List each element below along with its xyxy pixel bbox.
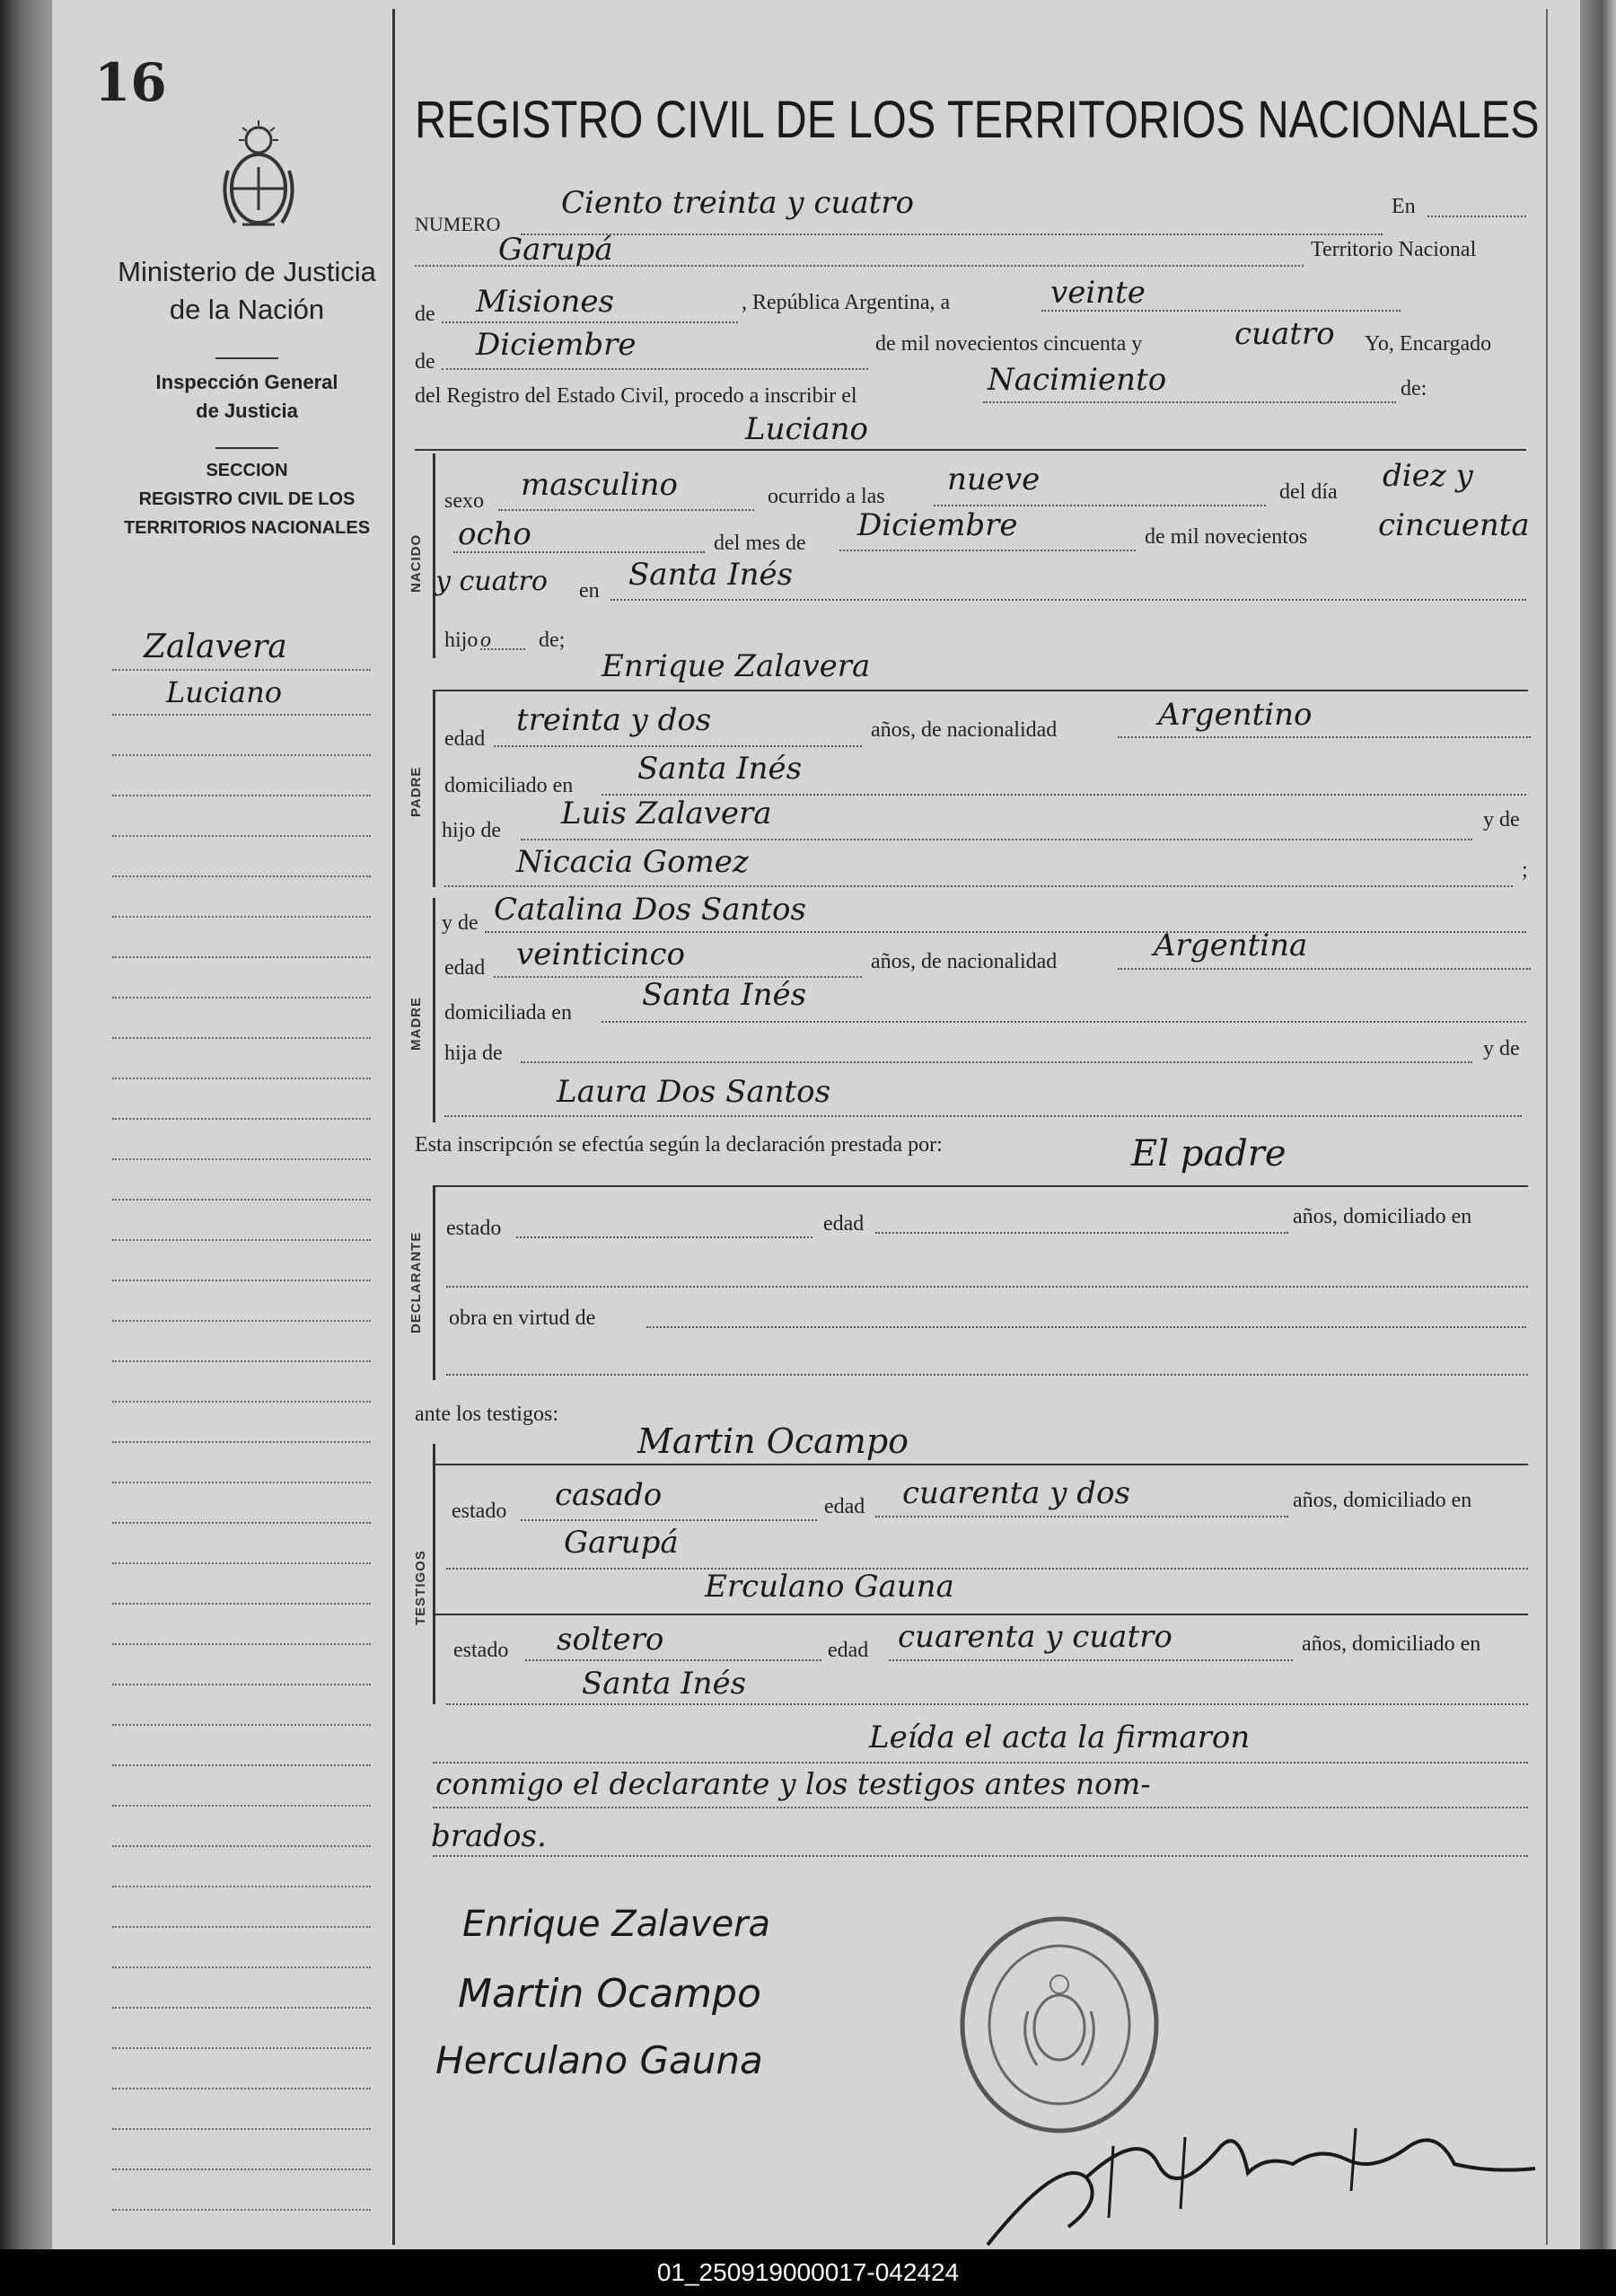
- padre-hijo-de-label: hijo de: [442, 819, 501, 842]
- testigos-label: ante los testigos:: [415, 1403, 558, 1426]
- madre-nac-line: [1118, 968, 1531, 970]
- mil-label: de mil novecientos: [1145, 525, 1308, 549]
- t2-estado-line: [525, 1659, 821, 1661]
- nacido-bracket: [433, 453, 435, 658]
- section-line-1: REGISTRO CIVIL DE LOS: [138, 489, 356, 509]
- mes-value: Diciembre: [857, 507, 1018, 543]
- dia-label: del día: [1279, 480, 1338, 504]
- padre-madre-line: [444, 885, 1513, 887]
- t1-estado-line: [521, 1519, 817, 1521]
- t1-anios-label: años, domiciliado en: [1293, 1489, 1472, 1512]
- hijo-label: hijo: [444, 629, 479, 652]
- year-label: de mil novecientos cincuenta y: [875, 332, 1143, 356]
- inspection-line-2: de Justicia: [196, 400, 298, 422]
- madre-madre-value: Laura Dos Santos: [557, 1074, 831, 1110]
- en-label: En: [1392, 195, 1416, 218]
- madre-domicilio-value: Santa Inés: [642, 977, 807, 1013]
- testigos-bracket: [433, 1444, 435, 1704]
- ministry-name: [99, 253, 395, 329]
- margin-given-name: Luciano: [166, 675, 282, 709]
- child-name: Luciano: [745, 411, 869, 447]
- place-value: Garupá: [498, 232, 613, 268]
- mother-name: Catalina Dos Santos: [494, 892, 806, 928]
- testigos-section-label: TESTIGOS: [413, 1550, 428, 1625]
- padre-padre-value: Luis Zalavera: [561, 796, 772, 831]
- t2-anios-label: años, domiciliado en: [1302, 1632, 1481, 1656]
- ministry-line-2: de la Nación: [169, 294, 325, 325]
- father-name: Enrique Zalavera: [602, 648, 871, 684]
- year-value: cuatro: [1234, 316, 1335, 352]
- coat-of-arms-icon: [215, 117, 302, 235]
- testigo-1-rule: [433, 1464, 1528, 1465]
- padre-edad-value: treinta y dos: [516, 702, 712, 738]
- madre-domicilio-line: [602, 1021, 1526, 1023]
- padre-edad-line: [494, 745, 862, 747]
- padre-nacionalidad-value: Argentino: [1158, 697, 1313, 733]
- registro-label: del Registro del Estado Civil, procedo a inscribir el: [415, 384, 857, 408]
- province-line: [442, 321, 738, 323]
- acto-value: Nacimiento: [988, 362, 1167, 398]
- declarante-section-label: DECLARANTE: [408, 1231, 424, 1333]
- numero-line: [521, 233, 1383, 235]
- inspection-line-1: Inspección General: [155, 371, 338, 393]
- closing-rule-3: [433, 1855, 1528, 1857]
- numero-label: NUMERO: [415, 213, 501, 235]
- right-border: [1546, 9, 1548, 2245]
- declarante-bracket: [433, 1187, 435, 1380]
- lugar-value: Santa Inés: [628, 557, 794, 593]
- padre-padre-line: [521, 839, 1472, 840]
- t2-edad-line: [889, 1659, 1293, 1661]
- closing-line-2: conmigo el declarante y los testigos antes nom-: [435, 1766, 1151, 1801]
- official-signature: [952, 2092, 1544, 2254]
- madre-edad-value: veinticinco: [516, 937, 685, 972]
- madre-y-de-label: y de: [442, 911, 479, 935]
- t2-estado-label: estado: [453, 1639, 509, 1662]
- t1-estado-label: estado: [452, 1500, 507, 1523]
- padre-nac-line: [1118, 736, 1531, 738]
- image-id-footer: 01_250919000017-042424: [0, 2249, 1616, 2296]
- padre-domicilio-value: Santa Inés: [637, 751, 803, 787]
- dia-value-2: ocho: [458, 516, 531, 552]
- declaracion-value: El padre: [1131, 1133, 1287, 1174]
- madre-bracket: [433, 898, 435, 1122]
- declarante-edad-line: [875, 1232, 1288, 1234]
- hijo-de-label: de;: [539, 629, 566, 652]
- declarante-obra-line: [646, 1326, 1526, 1328]
- book-binding: [0, 0, 52, 2249]
- madre-name-line: [485, 931, 1526, 933]
- ministry-line-1: Ministerio de Justicia: [118, 256, 376, 287]
- madre-section-label: MADRE: [408, 997, 424, 1051]
- padre-edad-label: edad: [444, 727, 486, 751]
- register-page: [52, 0, 1580, 2249]
- margin-divider: [392, 9, 395, 2245]
- territorio-label: Territorio Nacional: [1311, 238, 1477, 261]
- sexo-line: [498, 509, 754, 511]
- madre-nacionalidad-value: Argentina: [1154, 928, 1308, 963]
- encargado-label: Yo, Encargado: [1365, 332, 1492, 356]
- month-value: Diciembre: [476, 327, 637, 363]
- mes-label: del mes de: [714, 532, 806, 555]
- t1-domicilio-value: Garupá: [564, 1525, 679, 1561]
- declaracion-rule: [433, 1185, 1528, 1187]
- signature-father: Enrique Zalavera: [462, 1904, 771, 1945]
- t2-estado-value: soltero: [557, 1622, 664, 1658]
- madre-domicilio-label: domiciliada en: [444, 1001, 572, 1025]
- declarante-estado-line: [516, 1236, 812, 1238]
- t1-edad-label: edad: [824, 1495, 865, 1518]
- de-colon-label: de:: [1401, 377, 1427, 400]
- padre-section-label: PADRE: [408, 766, 424, 817]
- testigo-2-rule: [433, 1614, 1528, 1615]
- sexo-value: masculino: [521, 467, 679, 503]
- margin-surname: Zalavera: [144, 629, 287, 665]
- padre-domicilio-label: domiciliado en: [444, 774, 574, 797]
- padre-y-de-label: y de: [1483, 808, 1520, 831]
- madre-madre-line: [444, 1115, 1522, 1117]
- inspection-name: [99, 368, 395, 426]
- anio-value-2: y cuatro: [435, 566, 548, 597]
- padre-madre-value: Nicacia Gomez: [516, 844, 749, 880]
- t1-edad-line: [875, 1516, 1288, 1517]
- numero-value: Ciento treinta y cuatro: [561, 185, 915, 221]
- t2-edad-value: cuarenta y cuatro: [898, 1619, 1172, 1655]
- declarante-anios-label: años, domiciliado en: [1293, 1205, 1472, 1228]
- closing-line-1: Leída el acta la firmaron: [869, 1720, 1251, 1755]
- hora-value: nueve: [947, 462, 1041, 497]
- month-line: [442, 368, 868, 370]
- de-label: de: [415, 303, 435, 326]
- en-lugar-label: en: [579, 579, 600, 603]
- closing-line-3: brados.: [431, 1818, 547, 1854]
- declarante-obra-label: obra en virtud de: [449, 1306, 596, 1330]
- declarante-estado-label: estado: [446, 1217, 502, 1240]
- ocurrido-label: ocurrido a las: [768, 485, 885, 508]
- t2-domicilio-value: Santa Inés: [582, 1666, 747, 1702]
- en-line: [1427, 216, 1526, 217]
- lugar-line: [610, 599, 1526, 601]
- t1-estado-value: casado: [555, 1477, 663, 1513]
- sexo-label: sexo: [444, 489, 484, 513]
- sidebar-rule-1: [215, 357, 278, 359]
- t2-edad-label: edad: [828, 1639, 869, 1662]
- padre-bracket: [433, 691, 435, 887]
- closing-rule-2: [433, 1807, 1528, 1808]
- child-name-rule: [415, 449, 1526, 451]
- signature-witness-1: Martin Ocampo: [458, 1971, 761, 2017]
- section-name: [99, 456, 395, 542]
- dia-value: diez y: [1383, 458, 1473, 494]
- madre-y-de-label-2: y de: [1483, 1037, 1520, 1060]
- father-rule: [433, 690, 1528, 691]
- madre-edad-label: edad: [444, 956, 486, 980]
- province-value: Misiones: [476, 284, 614, 320]
- t2-dom-line: [446, 1703, 1528, 1705]
- signature-witness-2: Herculano Gauna: [435, 2038, 763, 2082]
- declaracion-label: Esta inscripcıón se efectúa según la declaración prestada por:: [415, 1133, 943, 1157]
- declarante-edad-label: edad: [823, 1212, 865, 1236]
- closing-rule-1: [433, 1762, 1528, 1764]
- madre-parent-line: [521, 1061, 1472, 1063]
- section-label: SECCION: [206, 461, 288, 480]
- page-edge: [1580, 0, 1616, 2249]
- republica-label: , República Argentina, a: [742, 291, 951, 314]
- nacido-section-label: NACIDO: [408, 533, 424, 593]
- padre-semicolon: ;: [1522, 858, 1528, 882]
- t1-edad-value: cuarenta y dos: [902, 1475, 1130, 1511]
- hora-line: [934, 505, 1266, 506]
- t1-dom-line: [446, 1568, 1528, 1570]
- acto-line: [983, 401, 1396, 403]
- madre-hija-de-label: hija de: [444, 1042, 503, 1065]
- testigo-1-name: Martin Ocampo: [637, 1421, 909, 1461]
- de-label-2: de: [415, 350, 435, 374]
- sidebar-rule-2: [215, 447, 278, 449]
- declarante-obra-line-2: [446, 1374, 1528, 1376]
- page-title: REGISTRO CIVIL DE LOS TERRITORIOS NACIONALES: [415, 91, 1540, 149]
- day-value: veinte: [1050, 275, 1146, 311]
- padre-anios-label: años, de nacionalidad: [871, 718, 1058, 742]
- anio-value: cincuenta: [1378, 507, 1530, 543]
- hijo-value: o: [480, 629, 491, 652]
- page-number: 16: [94, 52, 167, 113]
- declarante-dom-line: [446, 1286, 1528, 1288]
- testigo-2-name: Erculano Gauna: [705, 1569, 954, 1605]
- section-line-2: TERRITORIOS NACIONALES: [123, 518, 371, 538]
- madre-anios-label: años, de nacionalidad: [871, 950, 1058, 973]
- mes-line: [839, 550, 1136, 551]
